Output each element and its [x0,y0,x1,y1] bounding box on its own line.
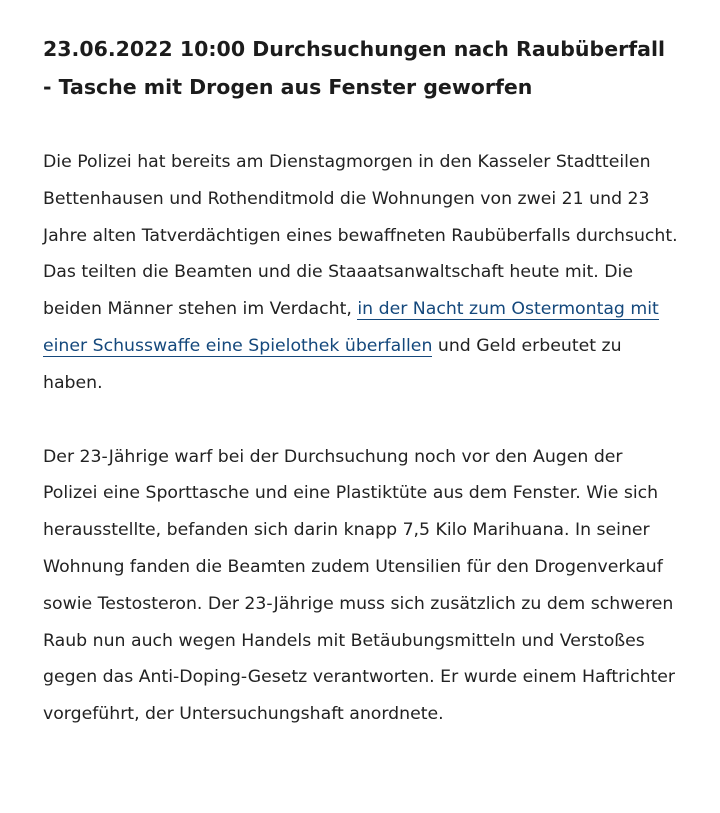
article-headline: 23.06.2022 10:00 Durchsuchungen nach Raubüberfall - Tasche mit Drogen aus Fenster geworfen [43,37,666,99]
paragraph-1-text-before-link: Die Polizei hat bereits am Dienstagmorgen in den Kasseler Stadtteilen Bettenhausen und Rothenditmold die Wohnungen von zwei 21 und 23 Jahre alten Tatverdächtigen eines bewaffneten Raubüberfalls durchsucht. Das teilten die Beamten und die Staaatsanwaltschaft heute mit. Die beiden Männer stehen im Verdacht, [43,152,678,320]
article-paragraph-1 [43,144,680,402]
article-paragraph-2: Der 23-Jährige warf bei der Durchsuchung noch vor den Augen der Polizei eine Sporttasche und eine Plastiktüte aus dem Fenster. Wie sich herausstellte, befanden sich darin knapp 7,5 Kilo Marihuana. In seiner Wohnung fanden die Beamten zudem Utensilien für den Drogenverkauf sowie Testosteron. Der 23-Jährige muss sich zusätzlich zu dem schweren Raub nun auch wegen Handels mit Betäubungsmitteln und Verstoßes gegen das Anti-Doping-Gesetz verantworten. Er wurde einem Haftrichter vorgeführt, der Untersuchungshaft anordnete. [43,446,676,725]
article-inline-link[interactable]: in der Nacht zum Ostermontag mit einer Schusswaffe eine Spielothek überfallen [43,299,659,356]
paragraph-1-text-after-link: und Geld erbeutet zu haben. [43,335,622,393]
